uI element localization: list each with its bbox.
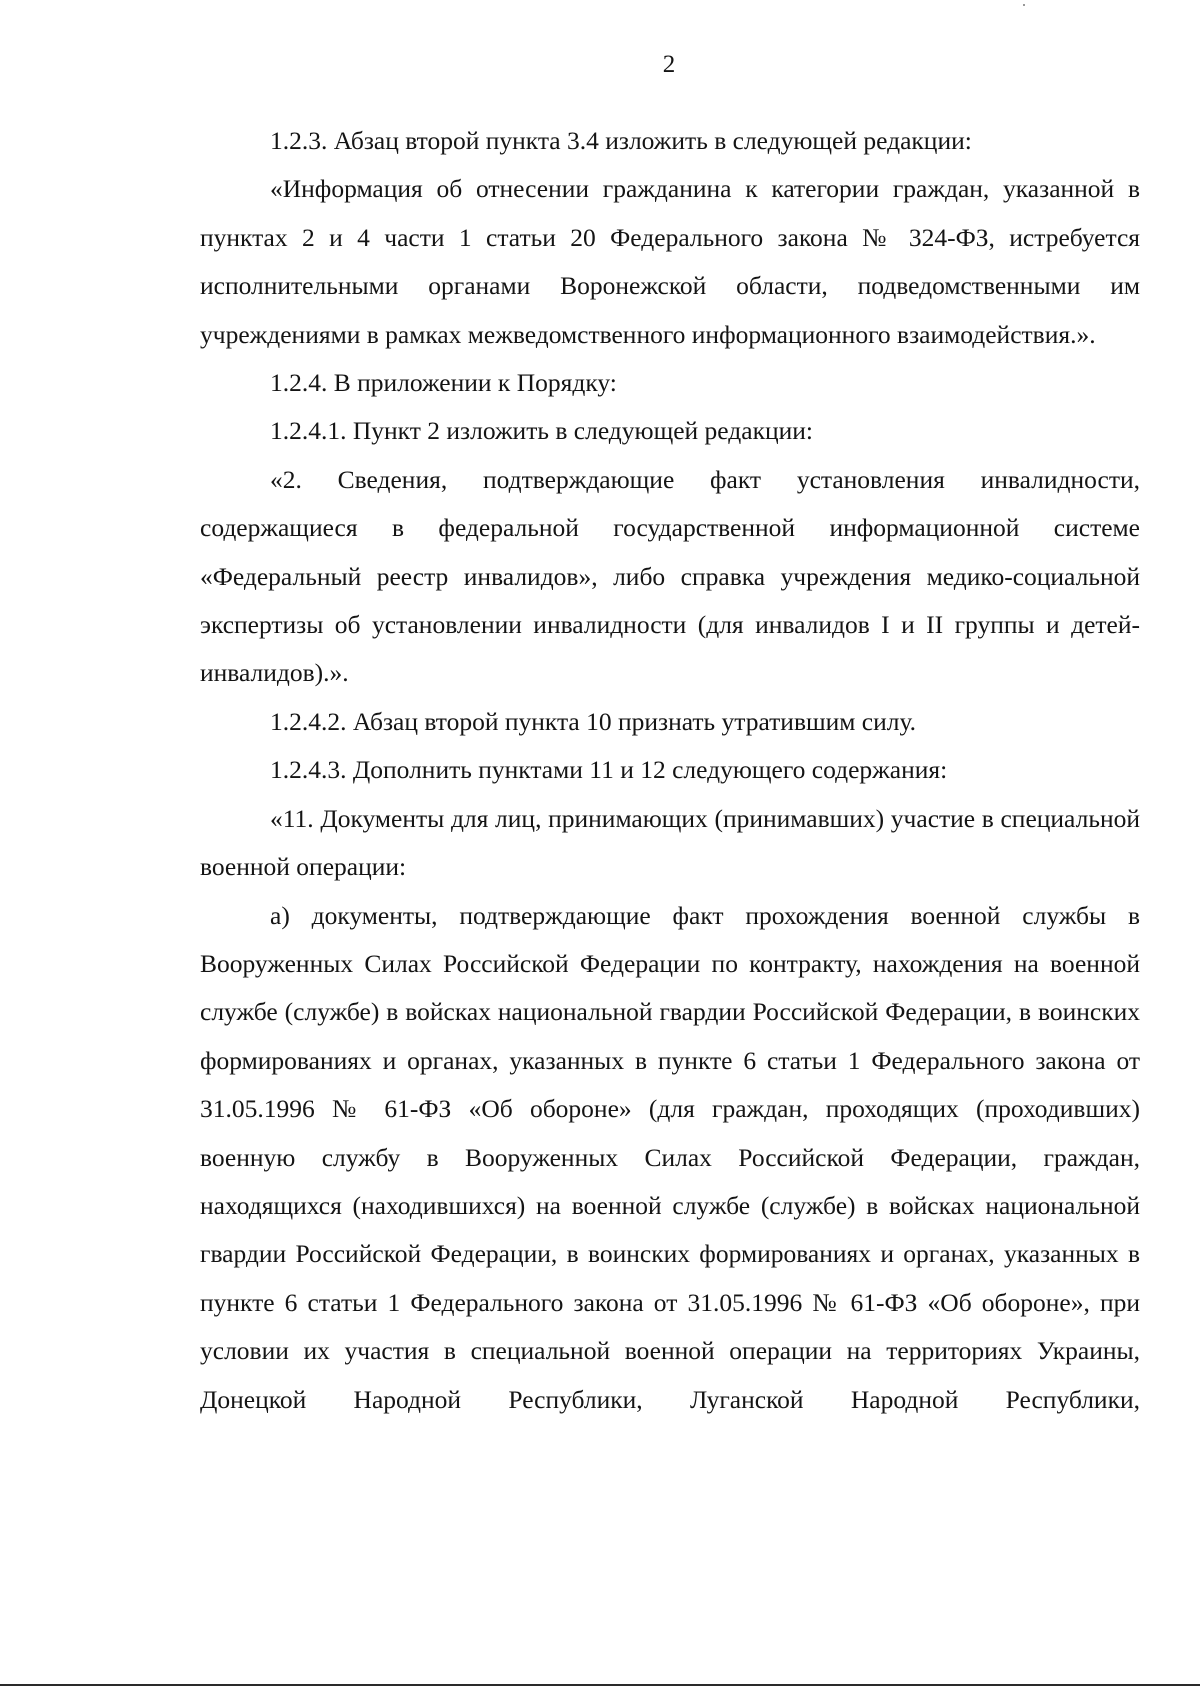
scan-edge-line (0, 1684, 1200, 1686)
paragraph-1-2-4-3: 1.2.4.3. Дополнить пунктами 11 и 12 следующего содержания: (270, 755, 948, 785)
document-body (200, 117, 1140, 1424)
paragraph-1-2-3: 1.2.3. Абзац второй пункта 3.4 изложить в следующей редакции: (270, 126, 972, 155)
scan-speck (1023, 4, 1025, 6)
paragraph-subitem-a: а) документы, подтверждающие факт прохождения военной службы в Вооруженных Силах Российской Федерации по контракту, нахождения на военной службе (службе) в войсках национальной гвардии Российской Федерации, в воинских формированиях и органах, указанных в пункте 6 статьи 1 Федерального закона от 31.05.1996 № 61-ФЗ «Об обороне» (для граждан, проходящих (проходивших) военную службу в Вооруженных Силах Российской Федерации, граждан, находящихся (находившихся) на военной службе (службе) в войсках национальной гвардии Российской Федерации, в воинских формированиях и органах, указанных в пункте 6 статьи 1 Федерального закона от 31.05.1996 № 61-ФЗ «Об обороне», при условии их участия в специальной военной операции на территориях Украины, Донецкой Народной Республики, Луганской Народной Республики, (200, 900, 1140, 1414)
page-number: 2 (662, 51, 676, 78)
paragraph-quote-point-2: «2. Сведения, подтверждающие факт установления инвалидности, содержащиеся в федеральной государственной информационной системе «Федеральный реестр инвалидов», либо справка учреждения медико-социальной экспертизы об установлении инвалидности (для инвалидов I и II группы и детей-инвалидов).». (200, 464, 1140, 688)
paragraph-1-2-4: 1.2.4. В приложении к Порядку: (270, 368, 617, 398)
paragraph-1-2-4-1: 1.2.4.1. Пункт 2 изложить в следующей редакции: (270, 416, 813, 446)
paragraph-quote-information: «Информация об отнесении гражданина к категории граждан, указанной в пунктах 2 и 4 части 1 статьи 20 Федерального закона № 324-ФЗ, истребуется исполнительными органами Воронежской области, подведомственными им учреждениями в рамках межведомственного информационного взаимодействия.». (200, 174, 1140, 349)
paragraph-1-2-4-2: 1.2.4.2. Абзац второй пункта 10 признать утратившим силу. (270, 706, 917, 736)
paragraph-quote-point-11: «11. Документы для лиц, принимающих (принимавших) участие в специальной военной операции: (200, 803, 1140, 882)
